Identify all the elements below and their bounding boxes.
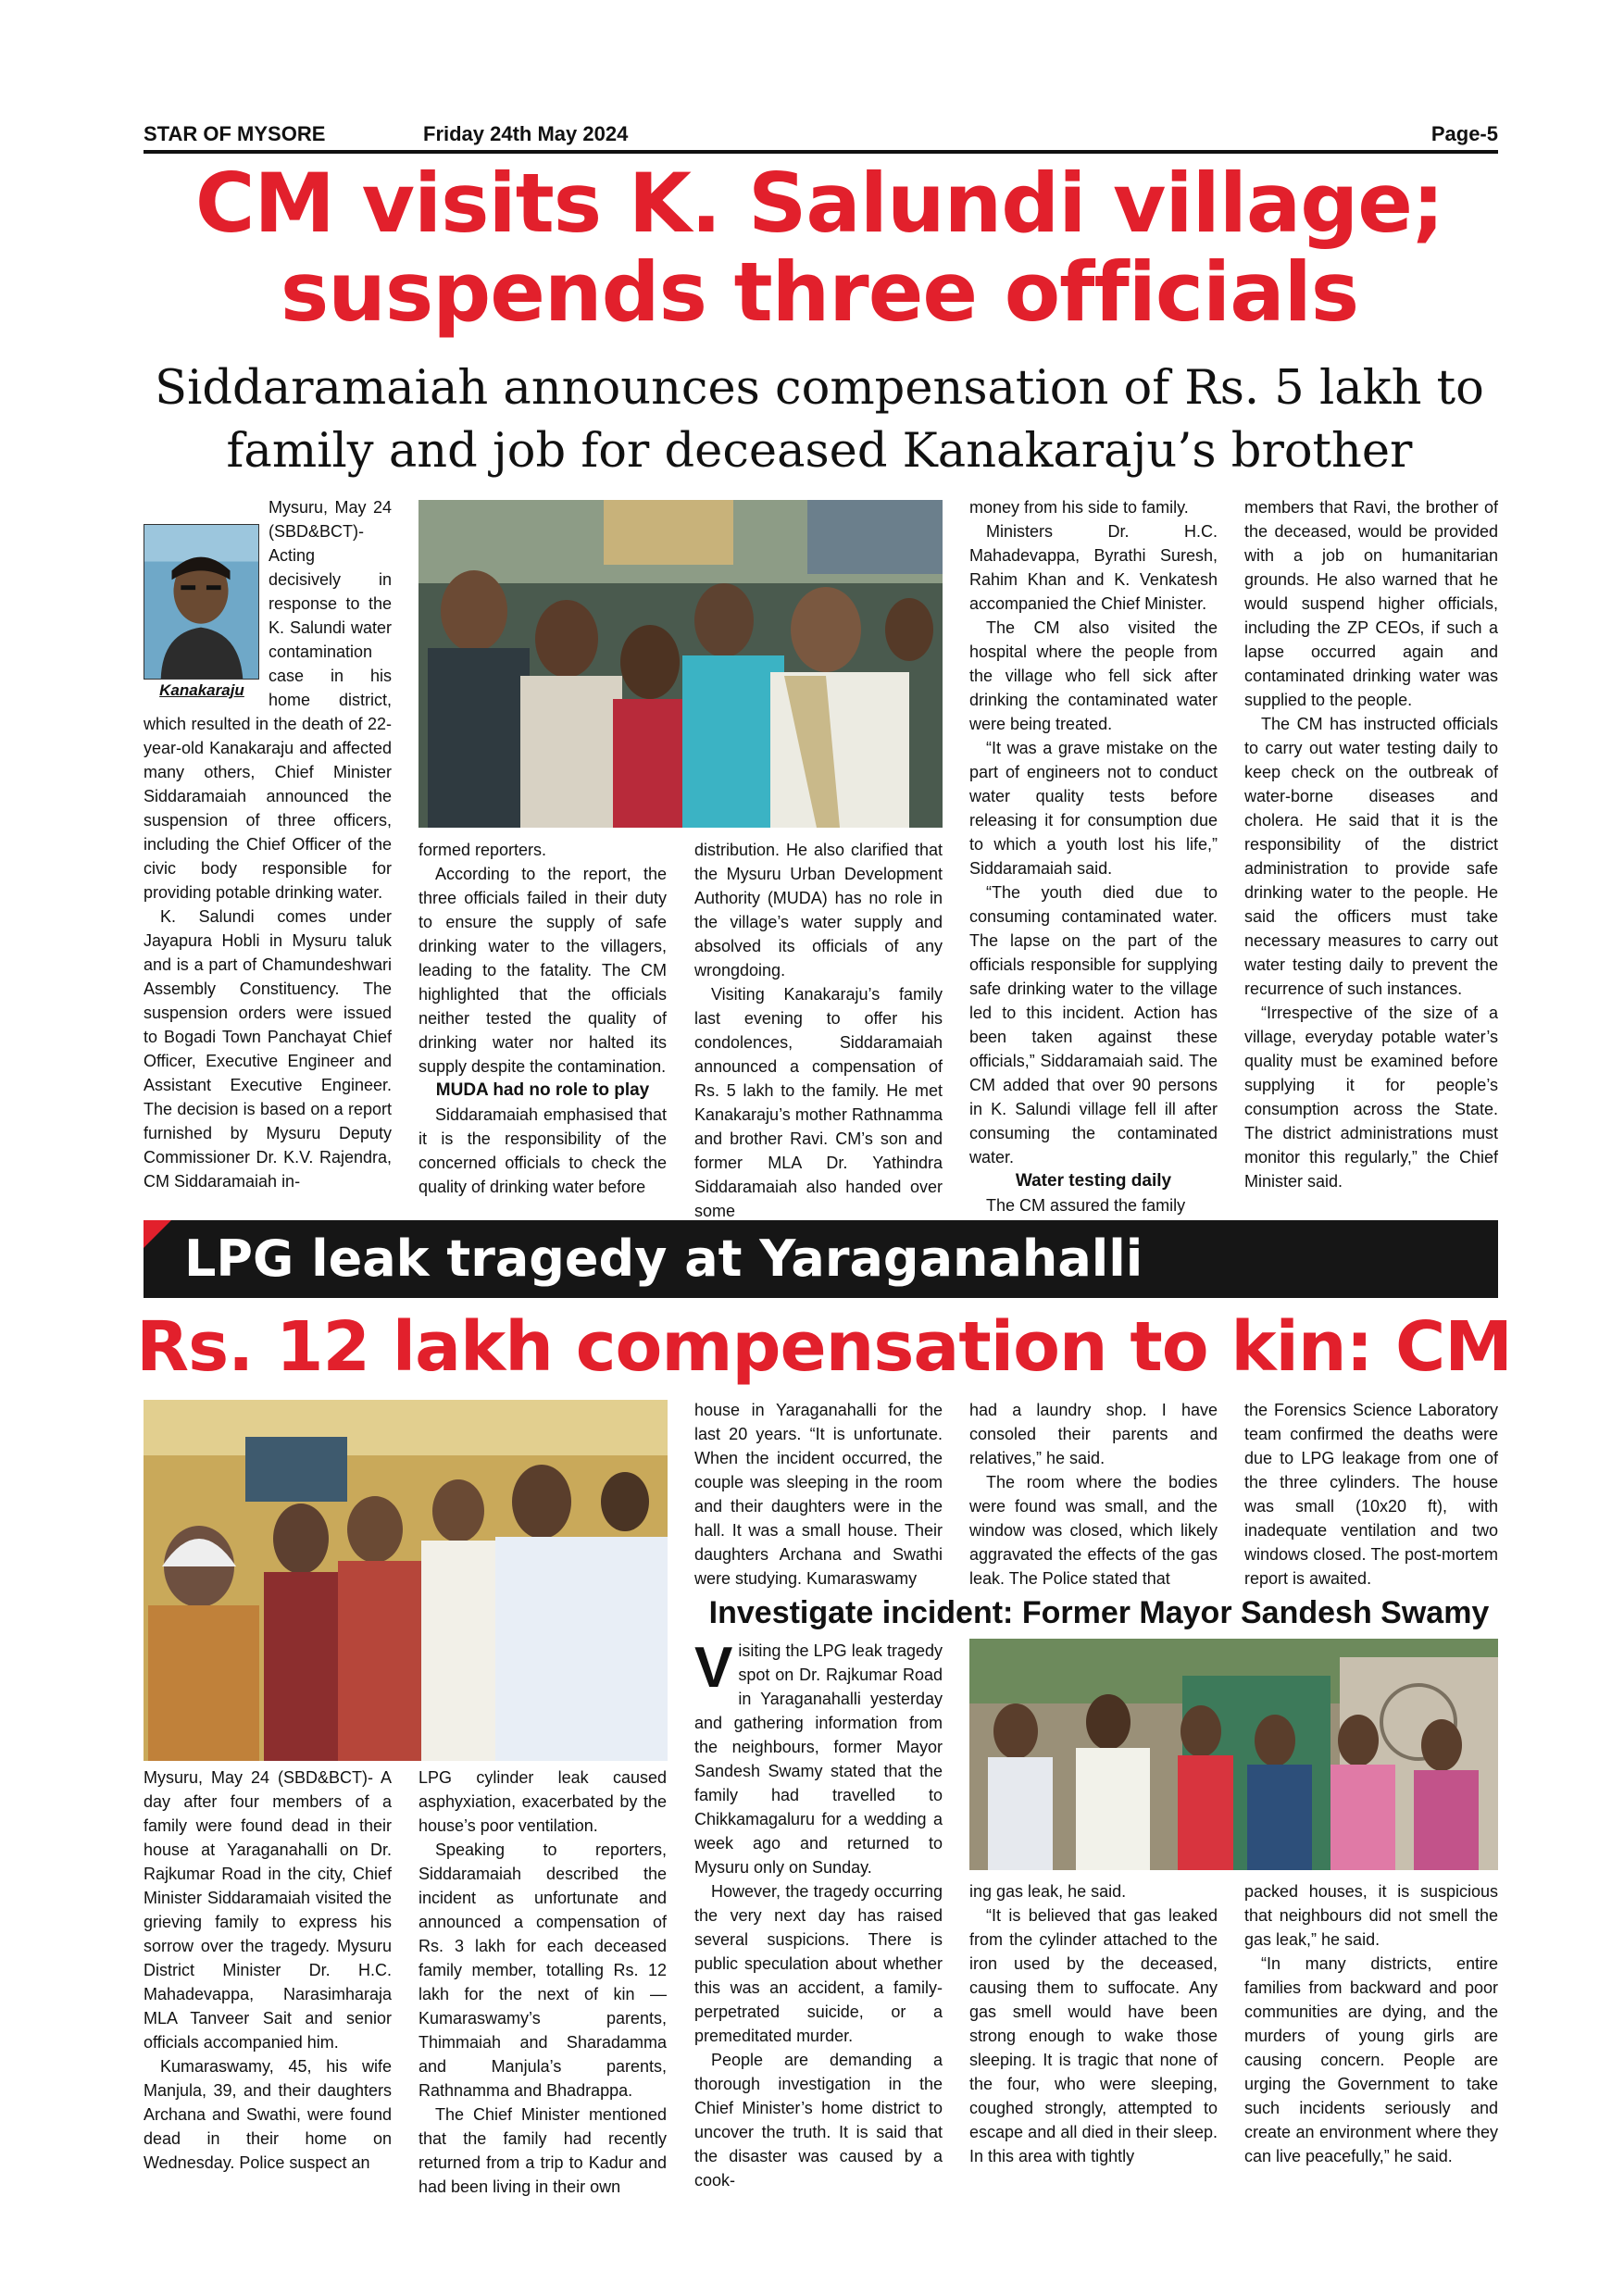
- story3-col1-para2: However, the tragedy occurring the very next day has raised several suspicions. There is public speculation about whether this was an accident, a family-perpetrated suicide, or a premeditated murder.: [694, 1882, 943, 2045]
- story1-col4-para6: The CM assured the family: [986, 1196, 1186, 1215]
- story2-col1: [144, 1766, 392, 2175]
- story2-col5: [1244, 1398, 1498, 1591]
- story2-col1-para2: Kumaraswamy, 45, his wife Manjula, 39, and their daughters Archana and Swathi, were found dead in their home on Wednesday. Police suspect an: [144, 2057, 392, 2172]
- story3-col1-para1: isiting the LPG leak tragedy spot on Dr. Rajkumar Road in Yaraganahalli yesterday and gathering information from the neighbours, former Mayor Sandesh Swamy stated that the family had travelled to Chikkamagaluru for a wedding a week ago and returned to Mysuru only on Sunday.: [694, 1641, 943, 1877]
- cm-visit-photo: [418, 500, 943, 828]
- story2-col4: [969, 1398, 1218, 1591]
- story1-col4-para3: The CM also visited the hospital where the people from the village who fell sick after drinking the contaminated water were being treated.: [969, 618, 1218, 733]
- story1-col5-para2: The CM has instructed officials to carry out water testing daily to keep check on the outbreak of water-borne diseases and cholera. He said that it is the responsibility of the district administration to provide safe drinking water to the people. He said the officers must take necessary measures to carry out water testing daily to prevent the recurrence of such instances.: [1244, 715, 1498, 998]
- story2-col3-para1: house in Yaraganahalli for the last 20 years. “It is unfortunate. When the incident occurred, the couple was sleeping in the room and their daughters were in the hall. It was a small house. Their daughters Archana and Swathi were studying. Kumaraswamy: [694, 1401, 943, 1588]
- story1-col3-para2: Visiting Kanakaraju’s family last evening to offer his condolences, Siddaramaiah announced a compensation of Rs. 5 lakh to the family. He met Kanakaraju’s mother Rathnamma and brother Ravi. CM’s son and former MLA Dr. Yathindra Siddaramaiah also handed over some: [694, 985, 943, 1220]
- portrait-caption: Kanakaraju: [159, 681, 244, 699]
- story1-col4-para2: Ministers Dr. H.C. Mahadevappa, Byrathi Suresh, Rahim Khan and K. Venkatesh accompanied the Chief Minister.: [969, 522, 1218, 613]
- mayor-visit-photo: [969, 1639, 1498, 1870]
- story2-banner: [144, 1220, 1498, 1298]
- story1-col4-subheading: Water testing daily: [1015, 1171, 1172, 1191]
- story3-col3-para1: packed houses, it is suspicious that neighbours did not smell the gas leak,” he said.: [1244, 1882, 1498, 1949]
- story1-col1-para1: Mysuru, May 24 (SBD&BCT)- Acting decisively in response to the K. Salundi water contamination case in his home district, which resulted in the death of 22-year-old Kanakaraju and affected many others, Chief Minister Siddaramaiah announced the suspension of three officers, including the Chief Officer of the civic body responsible for providing potable drinking water.: [144, 498, 392, 902]
- story3-headline: Investigate incident: Former Mayor Sandesh Swamy: [708, 1595, 1490, 1630]
- story2-col2: [418, 1766, 667, 2199]
- story3-col1-para3: People are demanding a thorough investigation in the Chief Minister’s home district to uncover the truth. It is said that the disaster was caused by a cook-: [694, 2051, 943, 2190]
- story2-col4-para2: The room where the bodies were found was small, and the window was closed, which likely aggravated the effects of the gas leak. The Police stated that: [969, 1473, 1218, 1588]
- cm-family-visit-photo: [144, 1400, 668, 1761]
- story1-col1-para2: K. Salundi comes under Jayapura Hobli in Mysuru taluk and is a part of Chamundeshwari Assembly Constituency. The suspension orders were issued to Bogadi Town Panchayat Chief Officer, Executive Engineer and Assistant Executive Engineer. The decision is based on a report furnished by Mysuru Deputy Commissioner Dr. K.V. Rajendra, CM Siddaramaiah in-: [144, 907, 392, 1191]
- story2-col2-para2: Speaking to reporters, Siddaramaiah described the incident as unfortunate and announced a compensation of Rs. 3 lakh for each deceased family member, totalling Rs. 12 lakh for the next of kin — Kumaraswamy’s parents, Thimmaiah and Sharadamma and Manjula’s parents, Rathnamma and Bhadrappa.: [418, 1841, 667, 2100]
- story1-col3: [694, 838, 943, 1223]
- story2-col2-para1: LPG cylinder leak caused asphyxiation, exacerbated by the house’s poor ventilation.: [418, 1768, 667, 1835]
- story1-col2-para2: According to the report, the three officials failed in their duty to ensure the supply of safe drinking water to the villagers, leading to the fatality. The CM highlighted that the officials neither tested the quality of drinking water nor halted its supply despite the contamination.: [418, 865, 667, 1076]
- story3-col3: [1244, 1879, 1498, 2168]
- story1-headline-line1: CM visits K. Salundi village;: [194, 156, 1444, 251]
- paper-name: STAR OF MYSORE: [144, 122, 326, 145]
- banner-corner-mark: [144, 1220, 171, 1248]
- story1-col5: [1244, 495, 1498, 1193]
- story3-dropcap: V: [694, 1636, 733, 1700]
- story1-subhead: [111, 357, 1528, 483]
- story2-col4-para1: had a laundry shop. I have consoled their parents and relatives,” he said.: [969, 1401, 1218, 1467]
- story1-col4-para1: money from his side to family.: [969, 498, 1189, 517]
- story2-headline: Rs. 12 lakh compensation to kin: CM: [136, 1307, 1512, 1387]
- story3-col1: [694, 1636, 943, 2192]
- story1-col1: [144, 495, 392, 1193]
- story2-col3: [694, 1398, 943, 1591]
- story1-col4-para4: “It was a grave mistake on the part of engineers not to conduct water quality tests before releasing it for consumption due to which a youth lost his life,” Siddaramaiah said.: [969, 739, 1218, 878]
- page-number: Page-5: [1430, 122, 1498, 145]
- story1-col5-para3: “Irrespective of the size of a village, everyday potable water’s quality must be examined before supplying it for people’s consumption across the State. The district administrations must monitor this regularly,” the Chief Minister said.: [1244, 1004, 1498, 1191]
- story1-col2-subheading: MUDA had no role to play: [435, 1080, 650, 1100]
- story1-headline-line2: suspends three officials: [280, 244, 1359, 340]
- story1-subhead-line1: Siddaramaiah announces compensation of Rs. 5 lakh to: [155, 361, 1484, 416]
- story1-col2-para3: Siddaramaiah emphasised that it is the responsibility of the concerned officials to check the quality of drinking water before: [418, 1105, 667, 1196]
- story1-subhead-line2: family and job for deceased Kanakaraju’s brother: [226, 424, 1413, 479]
- story1-col5-para1: members that Ravi, the brother of the deceased, would be provided with a job on humanitarian grounds. He also warned that he would suspend higher officials, including the ZP CEOs, if such a lapse occurred again and contaminated drinking water was supplied to the people.: [1244, 498, 1498, 709]
- story2-col5-para1: the Forensics Science Laboratory team confirmed the deaths were due to LPG leakage from one of the three cylinders. The house was small (10x20 ft), with inadequate ventilation and two windows closed. The post-mortem report is awaited.: [1244, 1401, 1498, 1588]
- story3-col2: [969, 1879, 1218, 2168]
- story3-col2-para1: ing gas leak, he said.: [969, 1882, 1127, 1901]
- story1-col2-para1: formed reporters.: [418, 841, 547, 859]
- story1-headline: [111, 156, 1528, 340]
- story1-col2: [418, 838, 667, 1199]
- story1-col3-para1: distribution. He also clarified that the Mysuru Urban Development Authority (MUDA) has no role in the village’s water supply and absolved its officials of any wrongdoing.: [694, 841, 943, 980]
- masthead: [144, 122, 1498, 154]
- story1-col4: [969, 495, 1218, 1217]
- story3-col2-para2: “It is believed that gas leaked from the cylinder attached to the iron used by the deceased, causing them to suffocate. Any gas smell would have been strong enough to wake those sleeping. It is tragic that none of the four, who were sleeping, coughed strongly, attempted to escape and all died in their sleep. In this area with tightly: [969, 1906, 1218, 2165]
- story3-col3-para2: “In many districts, entire families from backward and poor communities are dying, and the murders of young girls are causing concern. People are urging the Government to take such incidents seriously and create an environment where they can live peacefully,” he said.: [1244, 1954, 1498, 2165]
- story2-banner-text: LPG leak tragedy at Yaraganahalli: [184, 1229, 1143, 1288]
- story1-col4-para5: “The youth died due to consuming contaminated water. The lapse on the part of the officials responsible for supplying safe drinking water to the village led to this incident. Action has been taken against these officials,” Siddaramaiah said. The CM added that over 90 persons in K. Salundi village fell ill after consuming the contaminated water.: [969, 883, 1218, 1167]
- story2-col2-para3: The Chief Minister mentioned that the family had recently returned from a trip to Kadur and had been living in their own: [418, 2105, 667, 2196]
- issue-date: Friday 24th May 2024: [423, 122, 629, 145]
- story2-col1-para1: Mysuru, May 24 (SBD&BCT)- A day after four members of a family were found dead in their house at Yaraganahalli on Dr. Rajkumar Road in the city, Chief Minister Siddaramaiah visited the grieving family to express his sorrow over the tragedy. Mysuru District Minister Dr. H.C. Mahadevappa, Narasimharaja MLA Tanveer Sait and senior officials accompanied him.: [144, 1768, 392, 2052]
